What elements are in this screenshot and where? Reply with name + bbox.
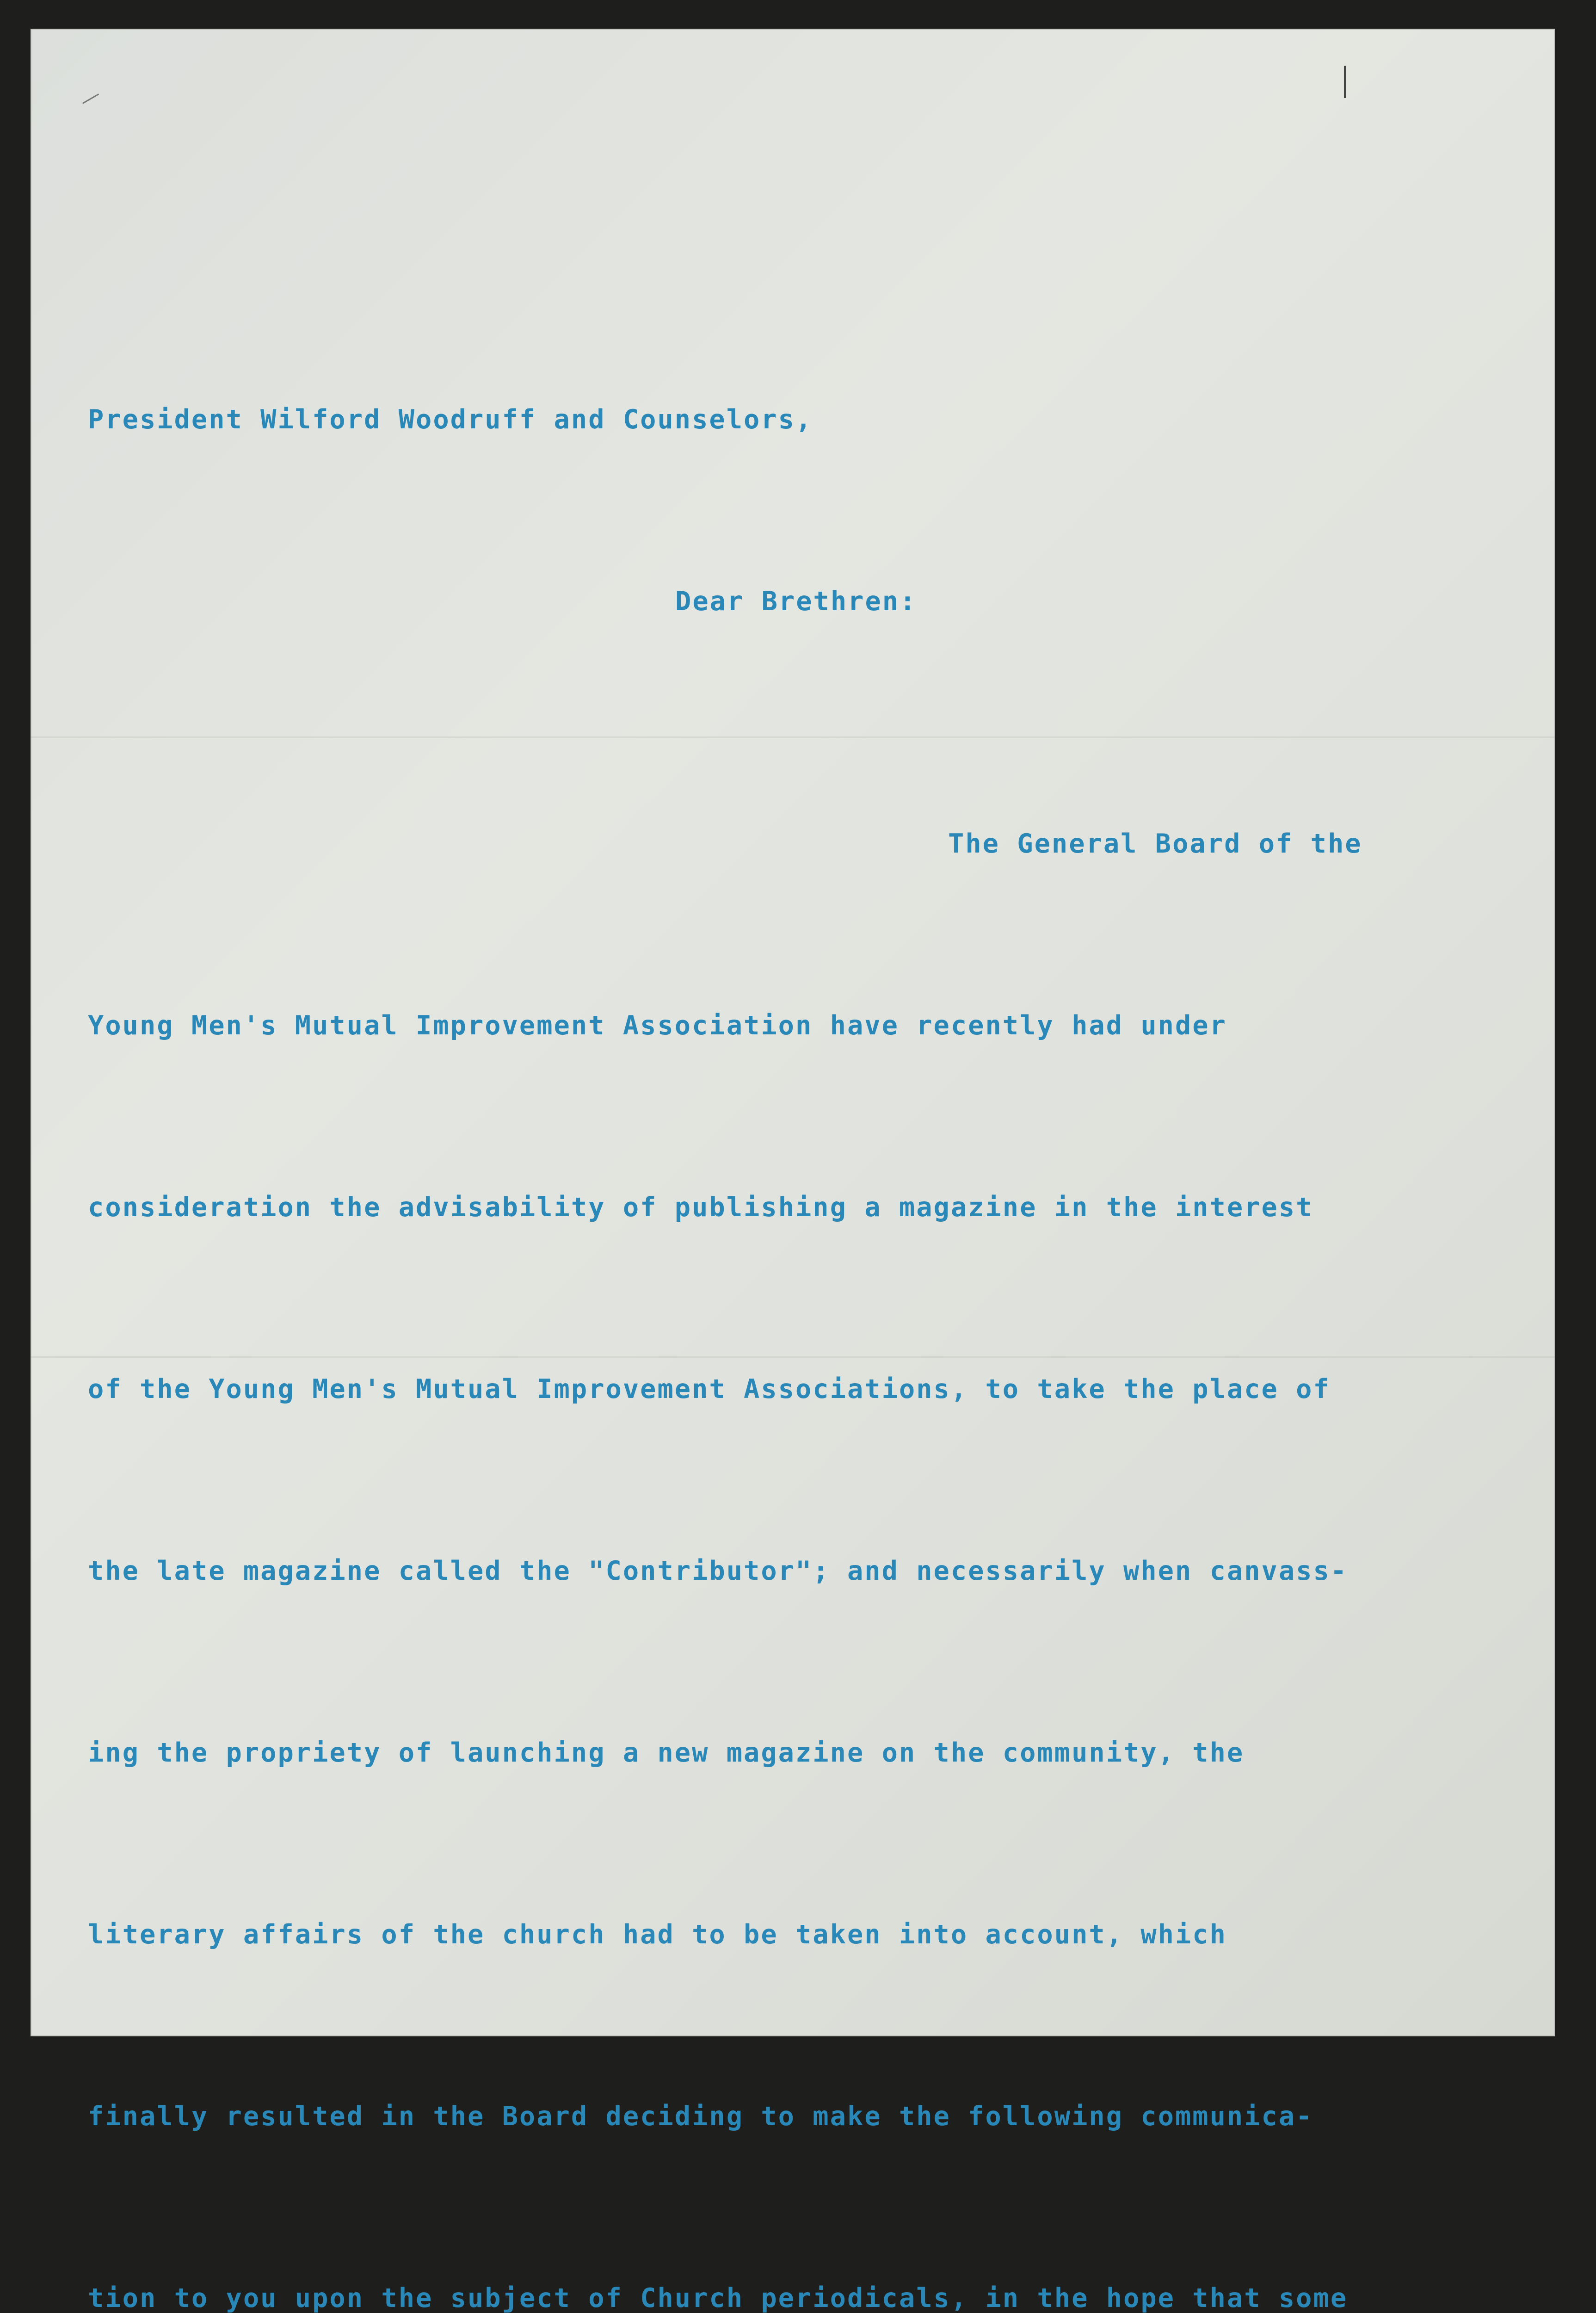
paragraph-line: consideration the advisability of publishing a magazine in the interest [88, 1192, 1313, 1223]
paragraph-line: The General Board of the [948, 829, 1362, 859]
paragraph-line: literary affairs of the church had to be taken into account, which [88, 1919, 1227, 1950]
letter-body [88, 268, 1466, 2313]
paragraph-line: finally resulted in the Board deciding to make the following communica- [88, 2101, 1313, 2132]
crease-mark [82, 93, 99, 104]
salutation: Dear Brethren: [675, 586, 917, 617]
paragraph-line: of the Young Men's Mutual Improvement Associations, to take the place of [88, 1374, 1331, 1404]
ink-mark [1344, 66, 1346, 98]
paragraph-line: the late magazine called the "Contributor"; and necessarily when canvass- [88, 1556, 1348, 1586]
paragraph-line: Young Men's Mutual Improvement Association have recently had under [88, 1010, 1227, 1041]
paragraph-line: ing the propriety of launching a new magazine on the community, the [88, 1738, 1245, 1768]
paragraph-line: tion to you upon the subject of Church periodicals, in the hope that some [88, 2283, 1348, 2313]
addressee: President Wilford Woodruff and Counselors, [88, 404, 813, 435]
